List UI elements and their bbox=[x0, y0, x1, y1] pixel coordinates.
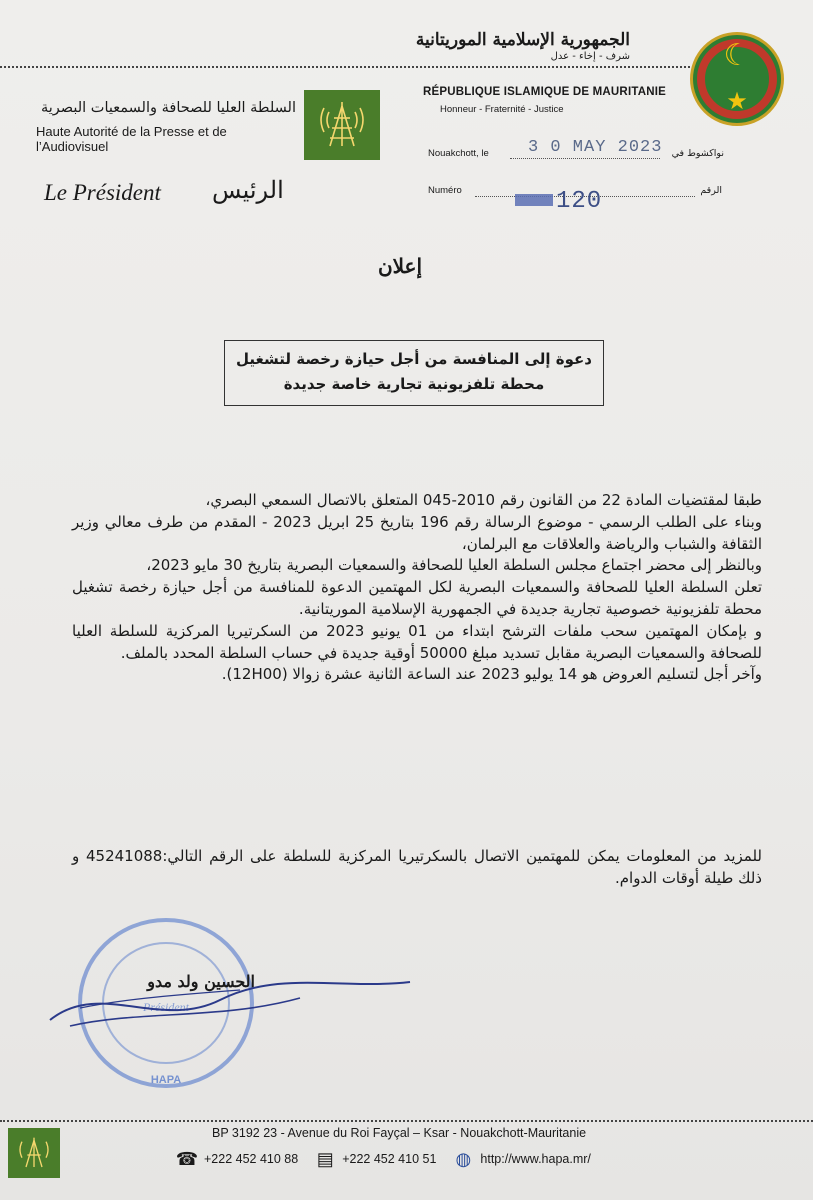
president-title-ar: الرئيس bbox=[212, 176, 284, 204]
antenna-icon bbox=[312, 96, 372, 154]
date-dotted-line bbox=[510, 158, 660, 159]
seal-hapa-text: HAPA bbox=[150, 1074, 182, 1086]
fax-icon: ▤ bbox=[316, 1148, 334, 1169]
president-title-fr: Le Président bbox=[44, 180, 161, 205]
date-stamp: 3 0 MAY 2023 bbox=[528, 138, 663, 157]
republic-name-fr: RÉPUBLIQUE ISLAMIQUE DE MAURITANIE bbox=[423, 86, 666, 98]
antenna-icon bbox=[14, 1133, 54, 1173]
number-stamp: 120 bbox=[556, 188, 603, 215]
signer-name: الحسين ولد مدو bbox=[147, 972, 255, 991]
phone-icon: ☎ bbox=[175, 1148, 199, 1169]
crescent-icon: ☾ bbox=[723, 37, 751, 73]
body-paragraph: تعلن السلطة العليا للصحافة والسمعيات البصرية لكل المهتمين الدعوة للمنافسة من أجل حيازة رخصة تشغيل محطة تلفزيونية خصوصية تجارية جديدة في الجمهورية الإسلامية الموريتانية. bbox=[72, 578, 762, 618]
announcement-body bbox=[72, 490, 762, 686]
announcement-title-line-1: دعوة إلى المنافسة من أجل حيازة رخصة لتشغيل bbox=[236, 350, 592, 368]
contact-info bbox=[72, 845, 762, 889]
footer-contacts bbox=[176, 1148, 591, 1170]
contact-paragraph: للمزيد من المعلومات يمكن للمهتمين الاتصال بالسكرتيريا المركزية للسلطة على الرقم التالي:45241088 و ذلك طيلة أوقات الدوام. bbox=[72, 847, 762, 887]
body-paragraph: وآخر أجل لتسليم العروض هو 14 يوليو 2023 عند الساعة الثانية عشرة زوالا (12H00). bbox=[221, 665, 762, 684]
motto-fr: Honneur - Fraternité - Justice bbox=[440, 104, 564, 115]
body-paragraph: طبقا لمقتضيات المادة 22 من القانون رقم 2010-045 المتعلق بالاتصال السمعي البصري، bbox=[205, 491, 762, 509]
star-icon: ★ bbox=[726, 86, 748, 115]
footer-phone: +222 452 410 88 bbox=[204, 1152, 299, 1166]
footer-fax: +222 452 410 51 bbox=[342, 1152, 437, 1166]
number-stamp-blot bbox=[515, 194, 553, 206]
footer-website[interactable]: http://www.hapa.mr/ bbox=[480, 1152, 591, 1166]
date-label-ar: نواكشوط في bbox=[671, 148, 724, 159]
body-paragraph: وبالنظر إلى محضر اجتماع مجلس السلطة العليا للصحافة والسمعيات البصرية بتاريخ 30 مايو 2023، bbox=[146, 556, 762, 575]
motto-ar: شرف - إخاء - عدل bbox=[550, 51, 630, 62]
header-divider bbox=[0, 66, 690, 68]
footer-divider bbox=[0, 1120, 813, 1122]
globe-icon: ◍ bbox=[455, 1148, 472, 1169]
authority-name-ar: السلطة العليا للصحافة والسمعيات البصرية bbox=[40, 100, 296, 116]
announcement-title-box bbox=[224, 340, 604, 406]
body-paragraph: و بإمكان المهتمين سحب ملفات الترشح ابتداء من 01 يونيو 2023 من السكرتيريا المركزية للسلطة العليا للصحافة والسمعيات البصرية مقابل تسديد مبلغ 50000 أوقية جديدة في حساب السلطة المحدد بالملف. bbox=[72, 621, 762, 662]
seal-president-text: Président bbox=[143, 1000, 189, 1014]
number-label-fr: Numéro bbox=[428, 185, 462, 196]
republic-name-ar: الجمهورية الإسلامية الموريتانية bbox=[415, 30, 630, 50]
handwritten-signature bbox=[40, 960, 420, 1040]
date-label-fr: Nouakchott, le bbox=[428, 148, 489, 159]
number-label-ar: الرقم bbox=[700, 185, 722, 196]
announcement-heading: إعلان bbox=[377, 254, 423, 278]
announcement-title-line-2: محطة تلفزيونية تجارية خاصة جديدة bbox=[283, 375, 545, 393]
national-emblem bbox=[690, 32, 784, 126]
footer-hapa-logo bbox=[8, 1128, 60, 1178]
body-paragraph: وبناء على الطلب الرسمي - موضوع الرسالة رقم 196 بتاريخ 25 ابريل 2023 - المقدم من طرف معالي وزير الثقافة والشباب والرياضة والعلاقات مع البرلمان، bbox=[72, 512, 762, 553]
authority-name-fr: Haute Autorité de la Presse et de l’Audiovisuel bbox=[36, 124, 227, 154]
footer-address: BP 3192 23 - Avenue du Roi Fayçal – Ksar - Nouakchott-Mauritanie bbox=[212, 1126, 587, 1140]
hapa-logo bbox=[304, 90, 380, 160]
